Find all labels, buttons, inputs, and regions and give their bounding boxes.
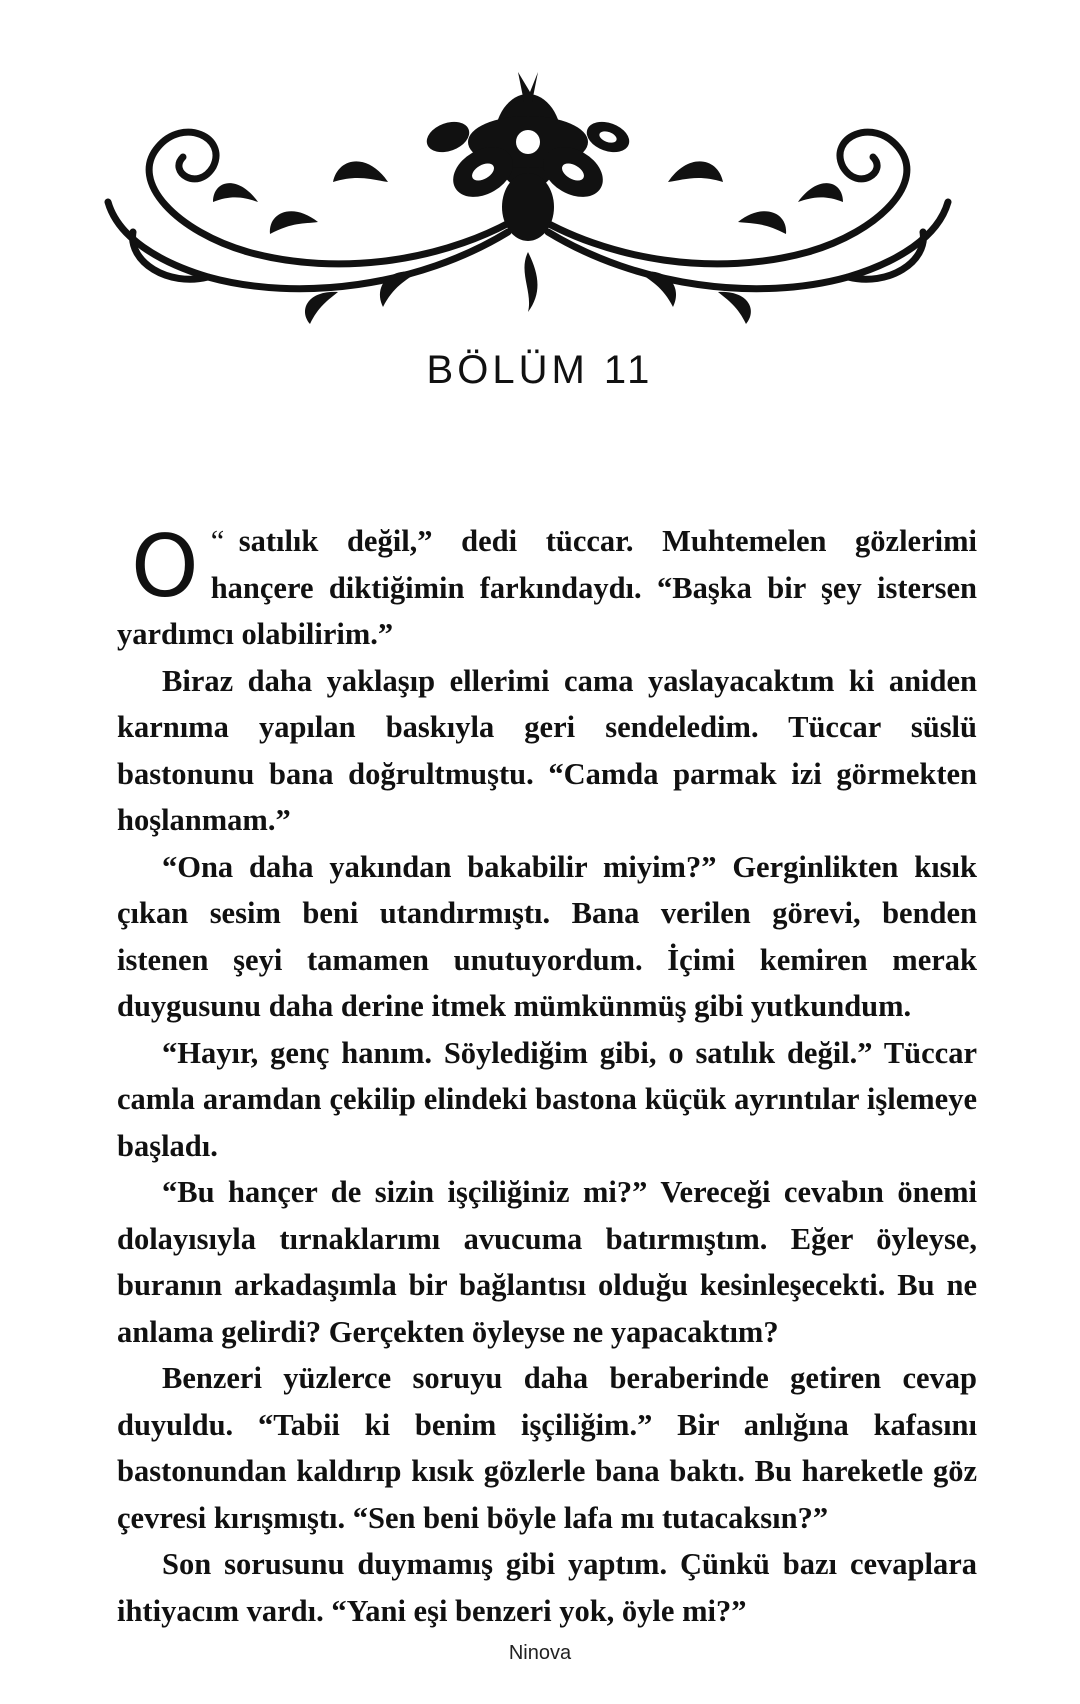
drop-cap: O [131,517,199,617]
chapter-body [117,518,977,1634]
paragraph: “Ona daha yakından bakabilir miyim?” Gerginlikten kısık çıkan sesim beni utandırmıştı. Bana verilen görevi, benden istenen şeyi tamamen unutuyordum. İçimi kemiren merak duygusunu daha derine itmek mümkünmüş gibi yutkundum. [117,849,977,1023]
paragraph [117,518,977,658]
chapter-title: BÖLÜM 11 [426,348,654,392]
paragraph: Son sorusunu duymamış gibi yaptım. Çünkü bazı cevaplara ihtiyacım vardı. “Yani eşi benzeri yok, öyle mi?” [117,1547,977,1628]
paragraph-text: satılık değil,” dedi tüccar. Muhtemelen gözlerimi hançere diktiğimin farkındaydı. “Başka bir şey istersen yardımcı olabilirim.” [117,524,977,651]
paragraph: Benzeri yüzlerce soruyu daha beraberinde getiren cevap duyuldu. “Tabii ki benim işçiliğim.” Bir anlığına kafasını bastonundan kaldırıp kısık gözlerle bana baktı. Bu hareketle göz çevresi kırışmıştı. “Sen beni böyle lafa mı tutacaksın?” [117,1361,977,1535]
floral-scroll-ornament-icon [88,62,968,332]
opening-quote: “ [210,524,225,558]
publisher-footer: Ninova [508,1642,572,1664]
paragraph: “Bu hançer de sizin işçiliğiniz mi?” Vereceği cevabın önemi dolayısıyla tırnaklarımı avucuma batırmıştım. Eğer öyleyse, buranın arkadaşımla bir bağlantısı olduğu kesinleşecekti. Bu ne anlama gelirdi? Gerçekten öyleyse ne yapacaktım? [117,1175,977,1349]
paragraph: Biraz daha yaklaşıp ellerimi cama yaslayacaktım ki aniden karnıma yapılan baskıyla geri sendeledim. Tüccar süslü bastonunu bana doğrultmuştu. “Camda parmak izi görmekten hoşlanmam.” [117,663,977,837]
paragraph: “Hayır, genç hanım. Söylediğim gibi, o satılık değil.” Tüccar camla aramdan çekilip elindeki bastona küçük ayrıntılar işlemeye başladı. [117,1035,977,1163]
